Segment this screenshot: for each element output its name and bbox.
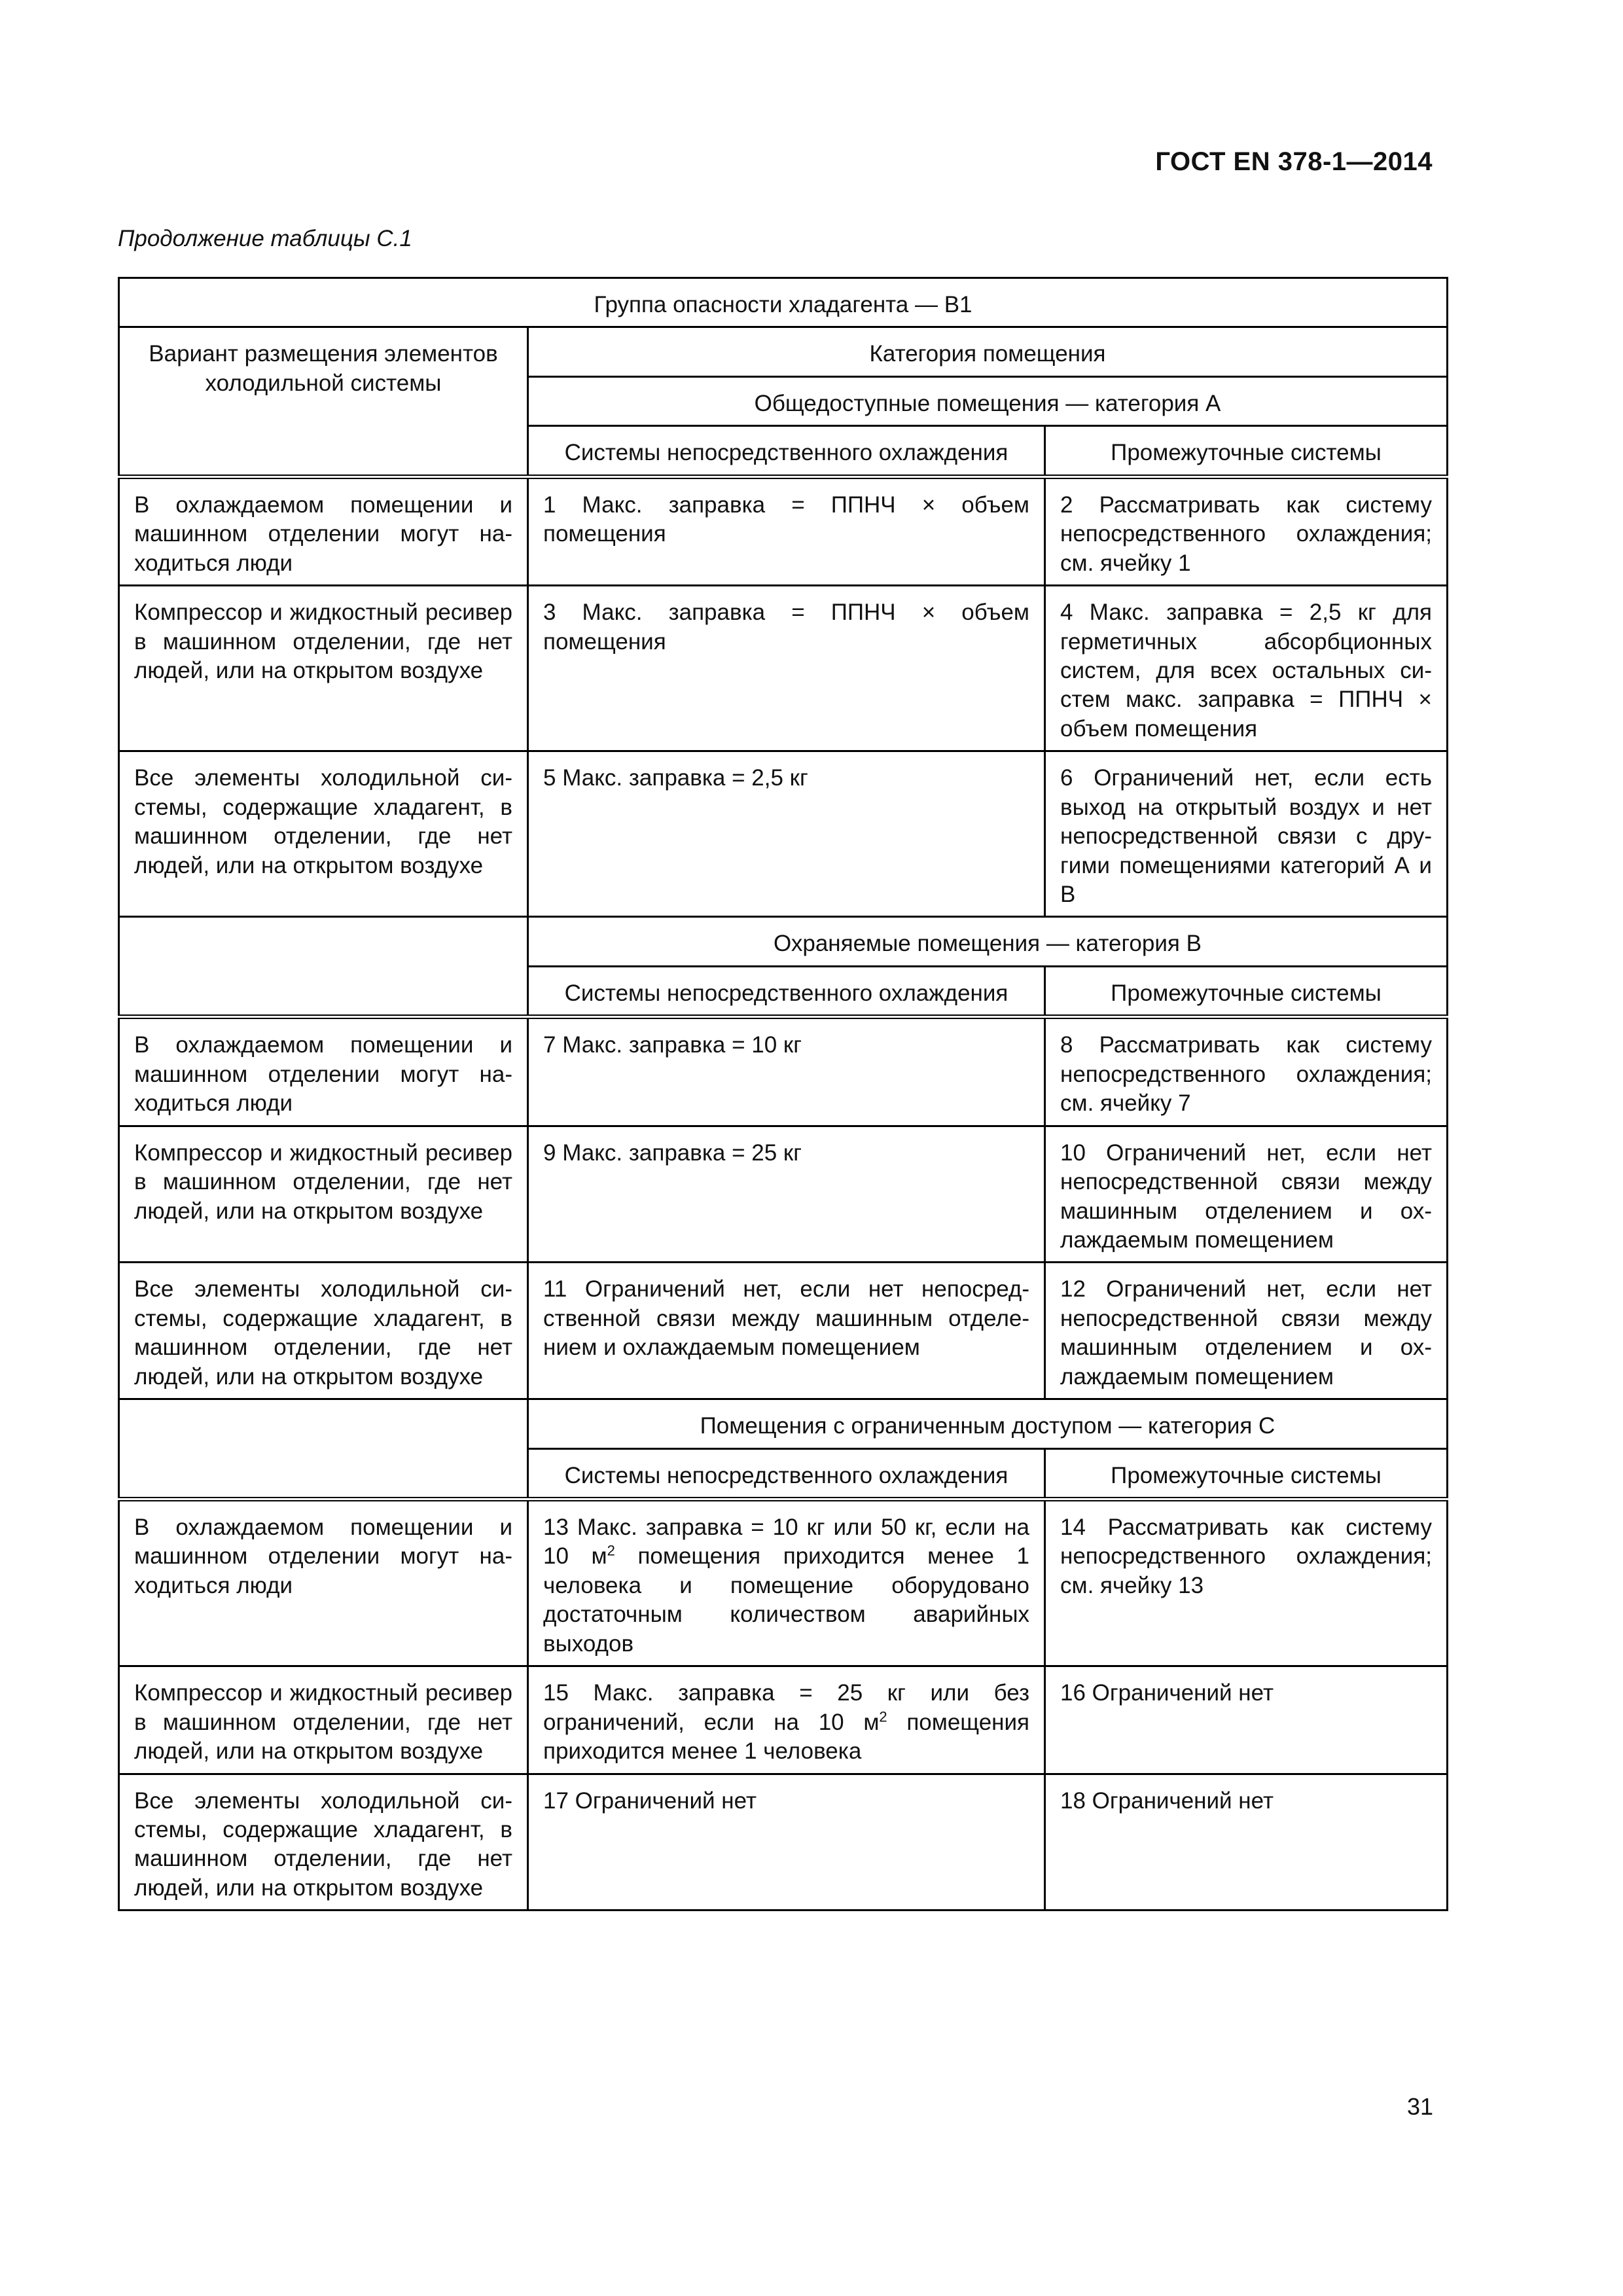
cell-15-text-before: 15 Макс. заправка = 25 кг или без ограничений, если на 10 м (543, 1680, 1029, 1735)
variant-header: Вариант размещения элементов холодильной системы (119, 327, 528, 476)
cell: 12 Ограничений нет, если нет непосредственной связи между машинным отделением и охлаждаемым помещением (1045, 1263, 1448, 1399)
row-label: Компрессор и жидкостный ресивер в машинном отделении, где нет людей, или на открытом воздухе (119, 586, 528, 751)
room-category-header: Категория помещения (528, 327, 1448, 376)
table-row (119, 1263, 1448, 1399)
section-title-b: Охраняемые помещения — категория В (528, 917, 1448, 966)
col-direct-header: Системы непосредственного охлаждения (528, 426, 1045, 476)
table-row (119, 476, 1448, 585)
cell: 18 Ограничений нет (1045, 1774, 1448, 1910)
table-row (119, 751, 1448, 917)
page-number: 31 (1406, 2093, 1433, 2120)
row-label: Все элементы холодильной системы, содержащие хладагент, в машинном отделении, где нет людей, или на открытом воздухе (119, 751, 528, 917)
superscript: 2 (879, 1708, 887, 1725)
cell: 16 Ограничений нет (1045, 1666, 1448, 1774)
section-title-a: Общедоступные помещения — категория А (528, 376, 1448, 425)
table-row (119, 1774, 1448, 1910)
row-label: В охлаждаемом помещении и машинном отделении могут находиться люди (119, 1017, 528, 1126)
cell: 7 Макс. заправка = 10 кг (528, 1017, 1045, 1126)
cell: 17 Ограничений нет (528, 1774, 1045, 1910)
cell: 3 Макс. заправка = ППНЧ × объем помещения (528, 586, 1045, 751)
cell: 11 Ограничений нет, если нет непосредственной связи между машинным отделением и охлаждаемым помещением (528, 1263, 1045, 1399)
col-indirect-header: Промежуточные системы (1045, 1448, 1448, 1499)
group-title: Группа опасности хладагента — B1 (119, 278, 1448, 327)
cell-15 (528, 1666, 1045, 1774)
table-row (119, 1666, 1448, 1774)
cell-15-text-after: помещения приходится менее 1 человека (543, 1709, 1029, 1765)
col-indirect-header: Промежуточные системы (1045, 966, 1448, 1016)
row-label: В охлаждаемом помещении и машинном отделении могут находиться люди (119, 476, 528, 585)
cell: 9 Макс. заправка = 25 кг (528, 1126, 1045, 1263)
table-row (119, 1126, 1448, 1263)
col-direct-header: Системы непосредственного охлаждения (528, 966, 1045, 1016)
cell: 8 Рассматривать как систему непосредственного охлаждения; см. ячейку 7 (1045, 1017, 1448, 1126)
cell-13-text-after: помещения приходится менее 1 человека и помещение оборудовано достаточным количеством аварийных выходов (543, 1543, 1030, 1657)
document-code: ГОСТ EN 378-1—2014 (1155, 147, 1433, 176)
refrigerant-table (118, 277, 1448, 1911)
row-label: Компрессор и жидкостный ресивер в машинном отделении, где нет людей, или на открытом воздухе (119, 1126, 528, 1263)
cell: 4 Макс. заправка = 2,5 кг для герметичных абсорбционных систем, для всех остальных систем макс. заправка = ППНЧ × объем помещения (1045, 586, 1448, 751)
col-direct-header: Системы непосредственного охлаждения (528, 1448, 1045, 1499)
row-label: В охлаждаемом помещении и машинном отделении могут находиться люди (119, 1499, 528, 1666)
cell-13 (528, 1499, 1045, 1666)
table-caption: Продолжение таблицы С.1 (118, 226, 412, 251)
empty-cell (119, 917, 528, 1017)
row-label: Все элементы холодильной системы, содержащие хладагент, в машинном отделении, где нет людей, или на открытом воздухе (119, 1263, 528, 1399)
cell: 1 Макс. заправка = ППНЧ × объем помещения (528, 476, 1045, 585)
cell: 6 Ограничений нет, если есть выход на открытый воздух и нет непосредственной связи с другими помещениями категорий А и В (1045, 751, 1448, 917)
cell-13-text-before: 13 Макс. заправка = 10 кг или 50 кг, если на 10 м (543, 1515, 1029, 1570)
col-indirect-header: Промежуточные системы (1045, 426, 1448, 476)
cell: 14 Рассматривать как систему непосредственного охлаждения; см. ячейку 13 (1045, 1499, 1448, 1666)
row-label: Все элементы холодильной системы, содержащие хладагент, в машинном отделении, где нет людей, или на открытом воздухе (119, 1774, 528, 1910)
row-label: Компрессор и жидкостный ресивер в машинном отделении, где нет людей, или на открытом воздухе (119, 1666, 528, 1774)
table-row (119, 1499, 1448, 1666)
section-title-c: Помещения с ограниченным доступом — категория С (528, 1399, 1448, 1448)
superscript: 2 (607, 1542, 615, 1559)
table-row (119, 586, 1448, 751)
cell: 5 Макс. заправка = 2,5 кг (528, 751, 1045, 917)
table-row (119, 1017, 1448, 1126)
cell: 10 Ограничений нет, если нет непосредственной связи между машинным отделением и охлаждаемым помещением (1045, 1126, 1448, 1263)
empty-cell (119, 1399, 528, 1499)
cell: 2 Рассматривать как систему непосредственного охлаждения; см. ячейку 1 (1045, 476, 1448, 585)
